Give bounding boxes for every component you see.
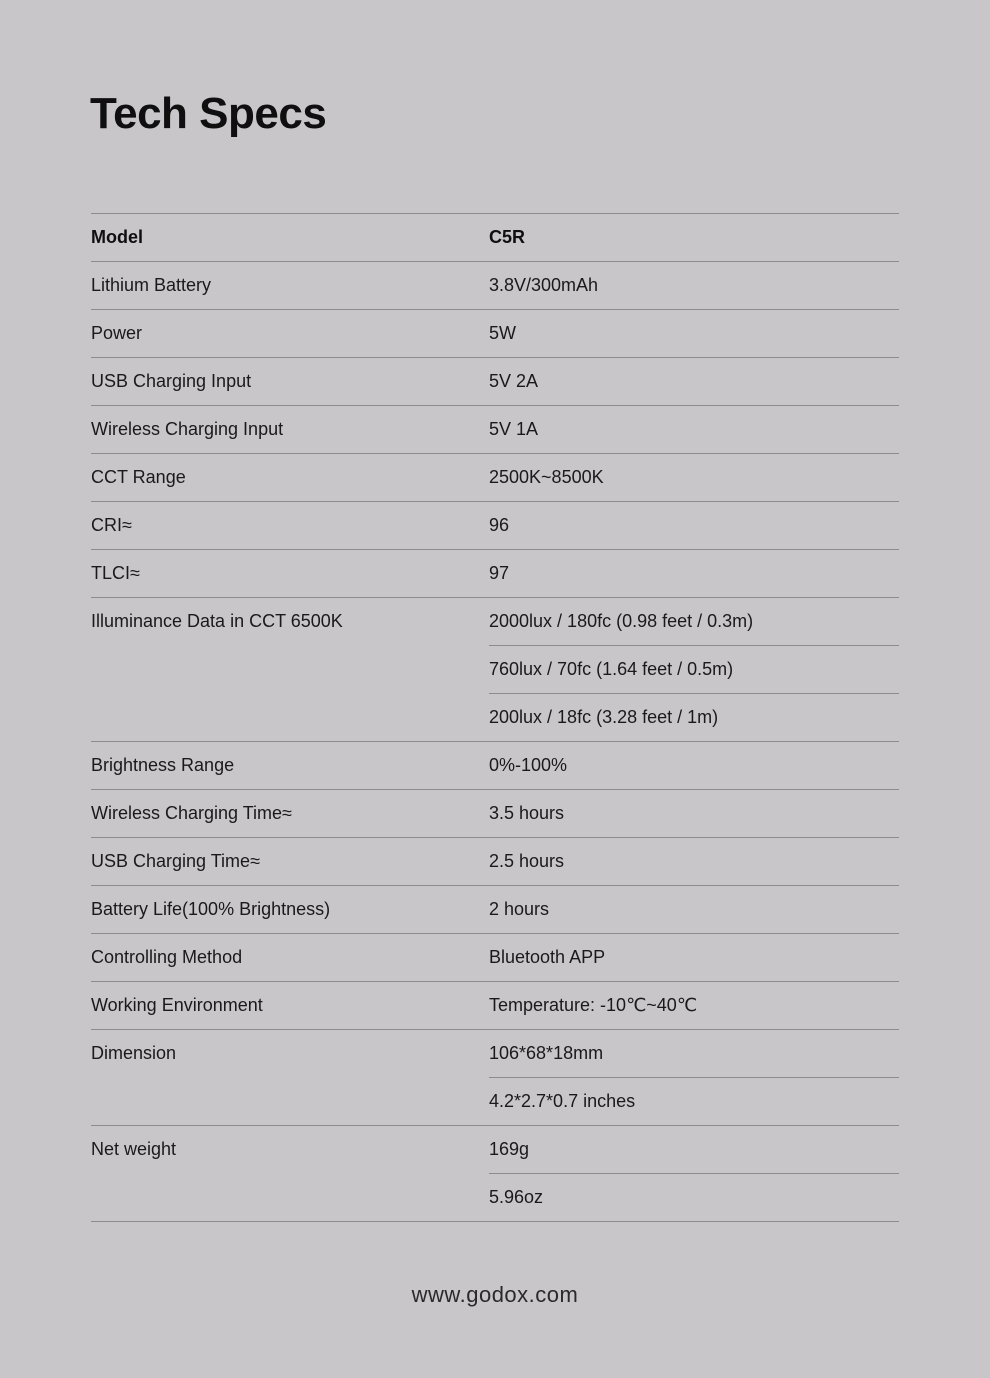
spec-label: USB Charging Input bbox=[91, 371, 252, 391]
spec-label: CCT Range bbox=[91, 467, 186, 487]
spec-values bbox=[489, 310, 899, 357]
spec-value: 3.5 hours bbox=[489, 803, 565, 823]
spec-value: 5V 2A bbox=[489, 371, 539, 391]
spec-row-tlci bbox=[91, 550, 899, 598]
footer-url: www.godox.com bbox=[411, 1282, 579, 1307]
spec-label: Lithium Battery bbox=[91, 275, 212, 295]
spec-value: 2000lux / 180fc (0.98 feet / 0.3m) bbox=[489, 598, 899, 646]
spec-value: Temperature: -10℃~40℃ bbox=[489, 995, 698, 1015]
spec-row-usb-charging-input bbox=[91, 358, 899, 406]
spec-label: Wireless Charging Time≈ bbox=[91, 803, 292, 823]
spec-value: 2.5 hours bbox=[489, 851, 565, 871]
spec-row-working-environment bbox=[91, 982, 899, 1030]
spec-label: Power bbox=[91, 323, 143, 343]
spec-row-wireless-charging-input bbox=[91, 406, 899, 454]
spec-values bbox=[489, 262, 899, 309]
spec-row-cct-range bbox=[91, 454, 899, 502]
spec-row-illuminance bbox=[91, 598, 899, 742]
specs-header-row bbox=[91, 214, 899, 262]
spec-label: Dimension bbox=[91, 1043, 177, 1063]
spec-values bbox=[489, 886, 899, 933]
spec-values bbox=[489, 502, 899, 549]
spec-label: USB Charging Time≈ bbox=[91, 851, 260, 871]
spec-value: 4.2*2.7*0.7 inches bbox=[489, 1091, 636, 1111]
spec-row-net-weight bbox=[91, 1126, 899, 1222]
spec-values bbox=[489, 406, 899, 453]
spec-value: 96 bbox=[489, 515, 510, 535]
spec-value: 760lux / 70fc (1.64 feet / 0.5m) bbox=[489, 646, 899, 694]
spec-label: TLCI≈ bbox=[91, 563, 140, 583]
spec-value: 5V 1A bbox=[489, 419, 539, 439]
spec-row-power bbox=[91, 310, 899, 358]
spec-values bbox=[489, 790, 899, 837]
spec-value: 0%-100% bbox=[489, 755, 568, 775]
spec-values bbox=[489, 358, 899, 405]
spec-row-cri bbox=[91, 502, 899, 550]
spec-values bbox=[489, 742, 899, 789]
spec-value: Bluetooth APP bbox=[489, 947, 606, 967]
spec-value: 2500K~8500K bbox=[489, 467, 604, 487]
spec-label: Brightness Range bbox=[91, 755, 235, 775]
spec-row-brightness-range bbox=[91, 742, 899, 790]
spec-label: Net weight bbox=[91, 1139, 177, 1159]
spec-label: Model bbox=[91, 227, 143, 247]
spec-label: Wireless Charging Input bbox=[91, 419, 284, 439]
spec-row-wireless-charging-time bbox=[91, 790, 899, 838]
spec-value: C5R bbox=[489, 227, 526, 247]
spec-values bbox=[489, 982, 899, 1029]
spec-values bbox=[489, 838, 899, 885]
spec-value: 169g bbox=[489, 1126, 899, 1174]
spec-value: 97 bbox=[489, 563, 510, 583]
spec-values bbox=[489, 934, 899, 981]
spec-row-controlling-method bbox=[91, 934, 899, 982]
spec-value: 5W bbox=[489, 323, 516, 343]
spec-row-lithium-battery bbox=[91, 262, 899, 310]
spec-label: Illuminance Data in CCT 6500K bbox=[91, 611, 343, 631]
spec-row-usb-charging-time bbox=[91, 838, 899, 886]
spec-values bbox=[489, 454, 899, 501]
spec-value: 106*68*18mm bbox=[489, 1030, 899, 1078]
spec-label: Controlling Method bbox=[91, 947, 243, 967]
spec-label: Working Environment bbox=[91, 995, 263, 1015]
spec-value: 5.96oz bbox=[489, 1187, 544, 1207]
spec-values bbox=[489, 214, 899, 261]
spec-value: 200lux / 18fc (3.28 feet / 1m) bbox=[489, 707, 719, 727]
spec-value: 2 hours bbox=[489, 899, 550, 919]
spec-row-dimension bbox=[91, 1030, 899, 1126]
spec-values bbox=[489, 1030, 899, 1125]
spec-label: Battery Life(100% Brightness) bbox=[91, 899, 331, 919]
spec-value: 3.8V/300mAh bbox=[489, 275, 599, 295]
spec-label: CRI≈ bbox=[91, 515, 132, 535]
page-title: Tech Specs bbox=[90, 89, 327, 138]
specs-table bbox=[91, 213, 899, 1222]
spec-values bbox=[489, 550, 899, 597]
spec-row-battery-life bbox=[91, 886, 899, 934]
spec-values bbox=[489, 598, 899, 741]
spec-values bbox=[489, 1126, 899, 1221]
